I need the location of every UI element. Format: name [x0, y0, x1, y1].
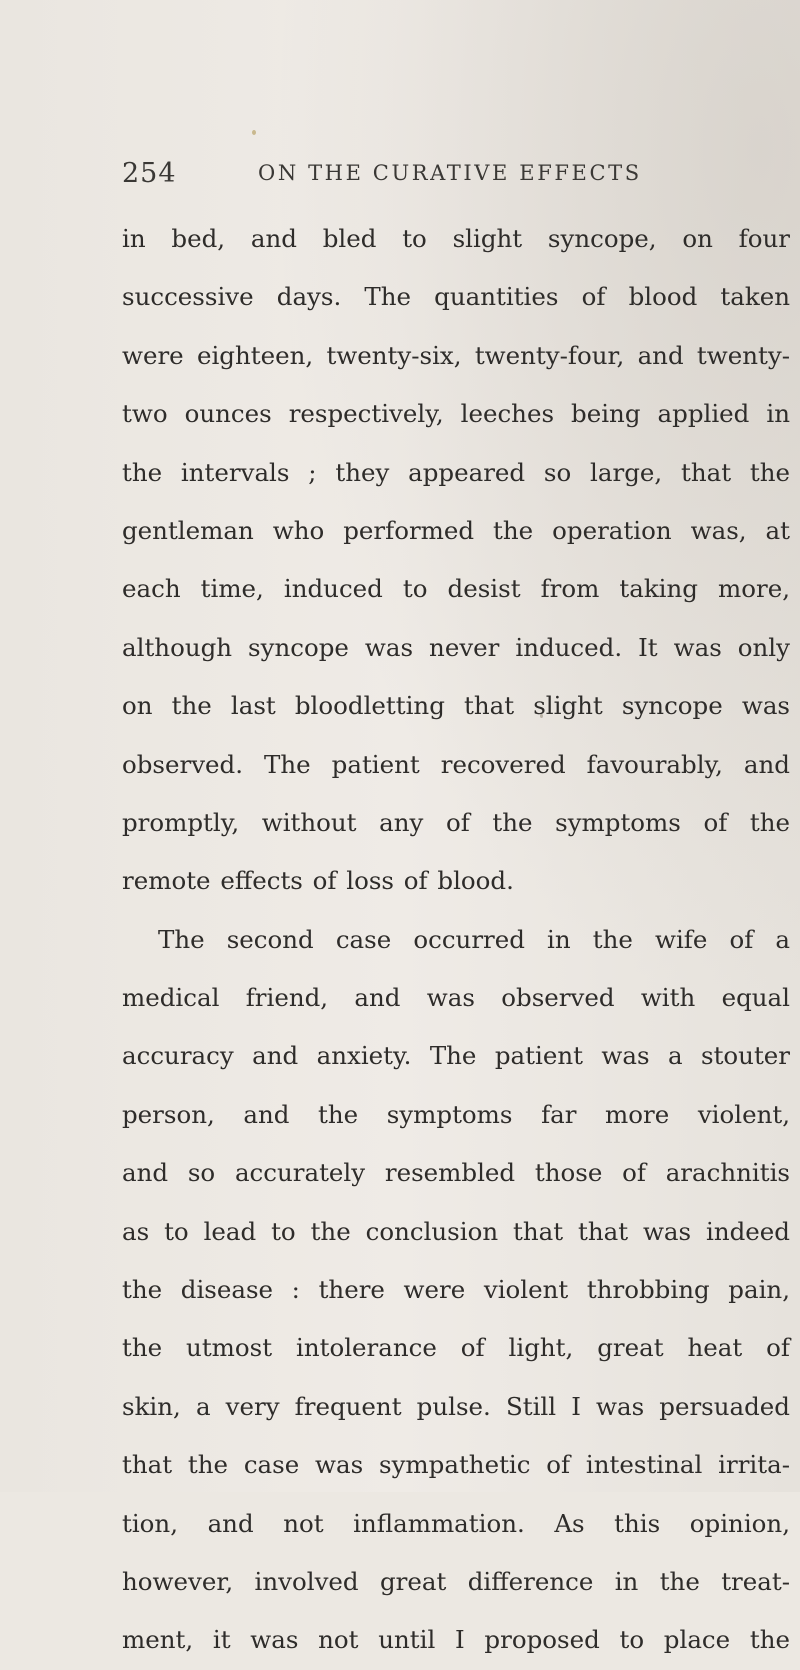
text-line: observed. The patient recovered favourably, and: [122, 749, 790, 779]
text-line: were eighteen, twenty-six, twenty-four, and twenty-: [122, 340, 790, 370]
text-line: gentleman who performed the operation was, at: [122, 515, 790, 545]
text-line: the disease : there were violent throbbing pain,: [122, 1275, 790, 1305]
text-line: two ounces respectively, leeches being applied in: [122, 399, 790, 429]
text-line: skin, a very frequent pulse. Still I was persuaded: [122, 1391, 790, 1421]
text-line: accuracy and anxiety. The patient was a stouter: [122, 1041, 790, 1071]
text-line: each time, induced to desist from taking more,: [122, 574, 790, 604]
text-line: on the last bloodletting that slight syncope was: [122, 691, 790, 721]
text-line-paragraph-end: remote effects of loss of blood.: [122, 866, 514, 896]
text-line-paragraph-start: The second case occurred in the wife of a: [158, 924, 790, 954]
text-line: the intervals ; they appeared so large, that the: [122, 457, 790, 487]
text-line: as to lead to the conclusion that that was indeed: [122, 1216, 790, 1246]
page-number: 254: [122, 158, 177, 189]
text-line: that the case was sympathetic of intestinal irrita-: [122, 1450, 790, 1480]
text-line: and so accurately resembled those of arachnitis: [122, 1158, 790, 1188]
text-line: ment, it was not until I proposed to place the: [122, 1625, 790, 1655]
text-line: promptly, without any of the symptoms of the: [122, 807, 790, 837]
text-line: although syncope was never induced. It was only: [122, 632, 790, 662]
text-line: medical friend, and was observed with equal: [122, 983, 790, 1013]
text-line: person, and the symptoms far more violent,: [122, 1099, 790, 1129]
body-text: [122, 210, 790, 1670]
ink-speck: [252, 130, 256, 135]
text-line: successive days. The quantities of blood taken: [122, 282, 790, 312]
text-line: the utmost intolerance of light, great heat of: [122, 1333, 790, 1363]
text-line: tion, and not inflammation. As this opinion,: [122, 1508, 790, 1538]
text-line: in bed, and bled to slight syncope, on four: [122, 224, 790, 253]
running-head: [0, 158, 800, 198]
running-title: ON THE CURATIVE EFFECTS: [258, 161, 642, 185]
text-line: however, involved great difference in the treat-: [122, 1566, 790, 1596]
